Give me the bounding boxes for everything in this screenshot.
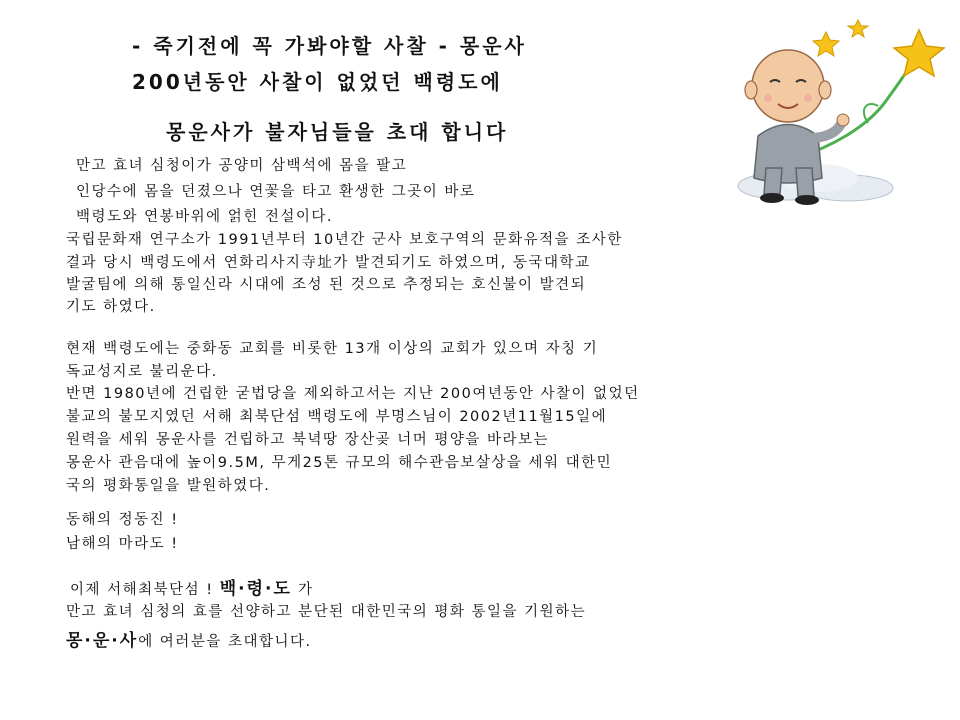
p2-line-2: 결과 당시 백령도에서 연화리사지寺址가 발견되기도 하였으며, 동국대학교 <box>66 255 591 271</box>
p4-line-2: 남해의 마라도 ! <box>66 536 179 552</box>
closing-line-3 <box>66 626 312 651</box>
p1-line-1: 만고 효녀 심청이가 공양미 삼백석에 몸을 팔고 <box>76 158 408 174</box>
baengnyeongdo-bold: 백·령·도 <box>219 579 292 599</box>
p3-line-1: 현재 백령도에는 중화동 교회를 비롯한 13개 이상의 교회가 있으며 자칭 기 <box>66 341 599 357</box>
closing-line-3-suffix: 에 여러분을 초대합니다. <box>138 634 312 650</box>
p1-line-3: 백령도와 연봉바위에 얽힌 전설이다. <box>76 209 334 225</box>
p4-line-1: 동해의 정동진 ! <box>66 512 179 528</box>
p2-line-3: 발굴팀에 의해 통일신라 시대에 조성 된 것으로 추정되는 호신불이 발견되 <box>66 277 587 293</box>
p3-line-5: 원력을 세워 몽운사를 건립하고 북녁땅 장산곶 너머 평양을 바라보는 <box>66 432 550 448</box>
mongunsa-bold: 몽·운·사 <box>66 631 139 651</box>
monk-head-icon <box>745 50 831 122</box>
closing-line-2: 만고 효녀 심청의 효를 선양하고 분단된 대한민국의 평화 통일을 기원하는 <box>66 604 587 620</box>
p3-line-3: 반면 1980년에 건립한 굳법당을 제외하고서는 지난 200여년동안 사찰이 없었던 <box>66 386 640 402</box>
monk-illustration <box>718 18 952 218</box>
small-star-icon <box>813 32 839 56</box>
p3-line-4: 불교의 불모지였던 서해 최북단섬 백령도에 부명스님이 2002년11월15일에 <box>66 409 608 425</box>
p3-line-6: 몽운사 관음대에 높이9.5M, 무게25톤 규모의 해수관음보살상을 세워 대한민 <box>66 455 613 471</box>
closing-line-1 <box>70 574 314 599</box>
p3-line-7: 국의 평화통일을 발원하였다. <box>66 478 271 494</box>
p3-line-2: 독교성지로 불리운다. <box>66 364 218 380</box>
star-icon <box>894 30 944 76</box>
p2-line-1: 국립문화재 연구소가 1991년부터 10년간 군사 보호구역의 문화유적을 조사한 <box>66 232 623 248</box>
title-line-2: 200년동안 사찰이 없었던 백령도에 <box>132 70 503 94</box>
title-line-3: 몽운사가 불자님들을 초대 합니다 <box>166 120 509 144</box>
p1-line-2: 인당수에 몸을 던졌으나 연꽃을 타고 환생한 그곳이 바로 <box>76 184 476 200</box>
p2-line-4: 기도 하였다. <box>66 299 156 315</box>
tiny-star-icon <box>848 20 868 37</box>
closing-line-1-suffix: 가 <box>291 582 314 598</box>
closing-line-1-prefix: 이제 서해최북단섬 ! <box>70 582 220 598</box>
title-line-1: - 죽기전에 꼭 가봐야할 사찰 - 몽운사 <box>132 34 527 58</box>
